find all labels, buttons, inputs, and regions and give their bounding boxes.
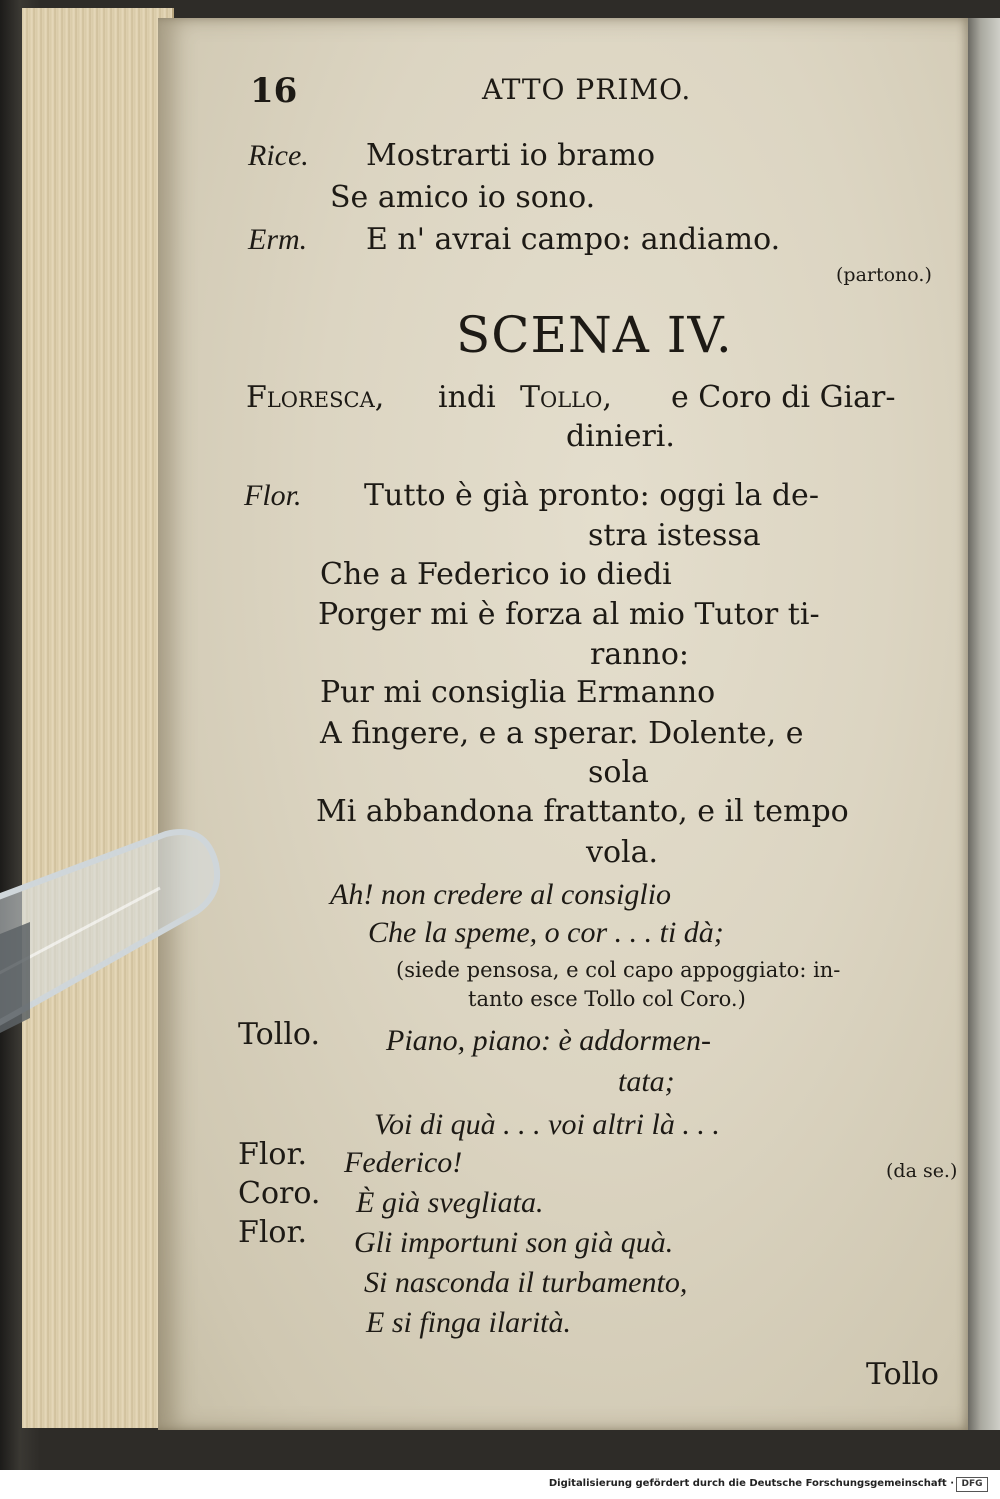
aria-line: Ah! non credere al consiglio: [330, 878, 672, 911]
verse-line: Gli importuni son già quà.: [354, 1226, 674, 1259]
aria-line: Che la speme, o cor . . . ti dà;: [368, 916, 724, 949]
verse-line: ranno:: [590, 637, 690, 672]
verse-line: Tutto è già pronto: oggi la de-: [364, 478, 819, 513]
catchword: Tollo: [866, 1357, 939, 1392]
cast-name: Tollo,: [520, 380, 612, 415]
verse-line: tata;: [618, 1065, 675, 1098]
page-number: 16: [250, 71, 298, 111]
cast-text: e Coro di Giar-: [671, 380, 896, 415]
verse-line: Se amico io sono.: [330, 180, 596, 215]
digitization-credit: Digitalisierung gefördert durch die Deutsche Forschungsgemeinschaft ·: [548, 1478, 954, 1489]
verse-line: Mostrarti io bramo: [366, 138, 656, 173]
page-clip: [0, 818, 240, 1068]
speaker-label: Flor.: [238, 1215, 308, 1250]
verse-line: E si finga ilarità.: [366, 1306, 572, 1339]
verse-line: Pur mi consiglia Ermanno: [320, 675, 716, 710]
footer-bar: [0, 1470, 1000, 1499]
stage-direction: (siede pensosa, e col capo appoggiato: in-: [396, 958, 841, 982]
verse-line: vola.: [586, 835, 659, 870]
running-title: ATTO PRIMO.: [482, 73, 692, 106]
verse-line: sola: [588, 755, 649, 790]
speaker-label: Flor.: [238, 1137, 308, 1172]
cast-text: dinieri.: [566, 419, 675, 454]
speaker-label: Erm.: [248, 223, 308, 256]
verse-line: È già svegliata.: [356, 1186, 544, 1219]
speaker-label: Tollo.: [238, 1017, 321, 1052]
verse-line: stra istessa: [588, 518, 761, 553]
cast-text: indi: [438, 380, 496, 415]
stage-direction: (partono.): [836, 264, 932, 286]
page-edges: [22, 8, 174, 1428]
verse-line: Che a Federico io diedi: [320, 557, 672, 592]
stage-direction: tanto esce Tollo col Coro.): [468, 987, 746, 1011]
verse-line: Piano, piano: è addormen-: [386, 1024, 711, 1057]
scene-title: SCENA IV.: [456, 306, 733, 364]
stage-direction-aside: (da se.): [886, 1160, 958, 1182]
speaker-label: Flor.: [244, 479, 302, 512]
verse-line: Si nasconda il turbamento,: [364, 1266, 688, 1299]
verse-line: Federico!: [344, 1146, 463, 1179]
verse-line: Porger mi è forza al mio Tutor ti-: [318, 597, 820, 632]
cast-name: Floresca,: [246, 380, 385, 415]
verse-line: A fingere, e a sperar. Dolente, e: [320, 716, 804, 751]
facing-page-edge: [968, 18, 1000, 1430]
speaker-label: Coro.: [238, 1176, 321, 1211]
dfg-logo: DFG: [956, 1477, 988, 1492]
verse-line: Mi abbandona frattanto, e il tempo: [316, 794, 849, 829]
verse-line: E n' avrai campo: andiamo.: [366, 222, 781, 257]
verse-line: Voi di quà . . . voi altri là . . .: [374, 1108, 720, 1141]
speaker-label: Rice.: [248, 139, 309, 172]
